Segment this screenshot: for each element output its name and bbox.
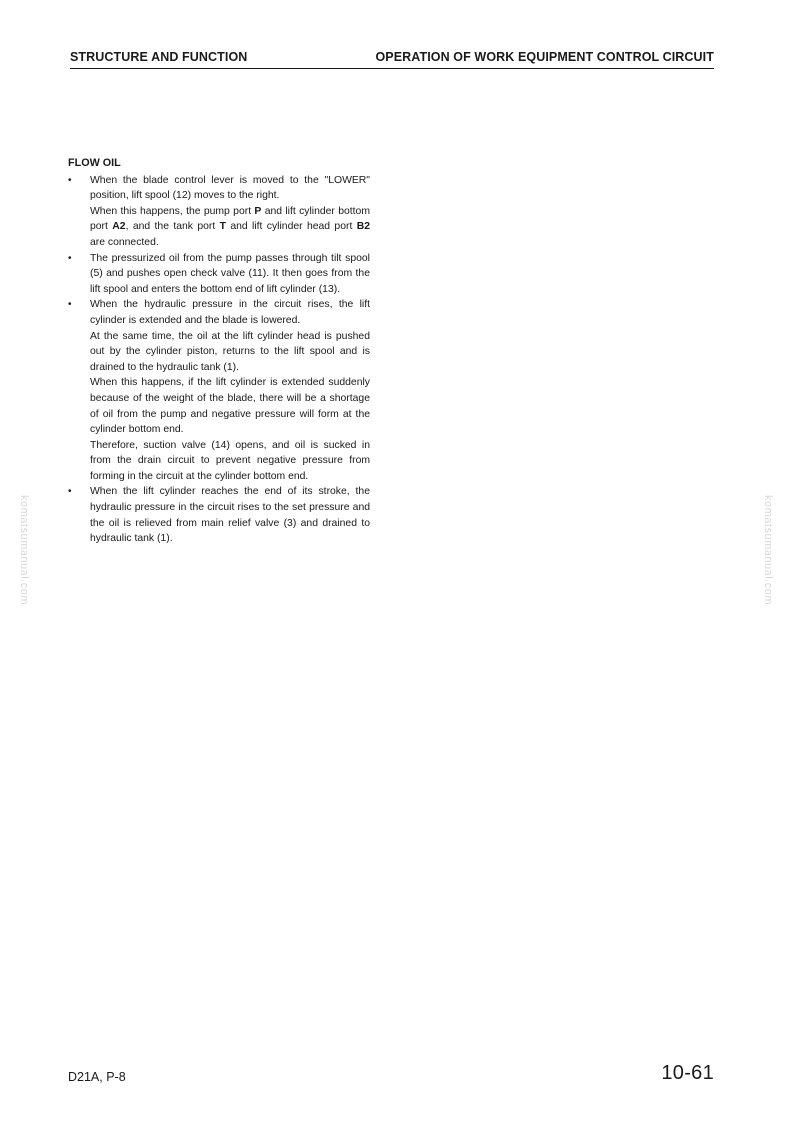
bullet-icon: • bbox=[68, 252, 72, 264]
paragraph: When this happens, if the lift cylinder is extended suddenly because of the weight of the blade, there will be a shortage of oil from the pump and negative pressure will form at the cylinder bottom end. bbox=[90, 377, 370, 436]
header-section-title: STRUCTURE AND FUNCTION bbox=[70, 50, 248, 64]
section-title: FLOW OIL bbox=[68, 157, 121, 169]
paragraph: At the same time, the oil at the lift cylinder head is pushed out by the cylinder piston, returns to the lift spool and is drained to the hydraulic tank (1). bbox=[90, 330, 370, 373]
header-chapter-title: OPERATION OF WORK EQUIPMENT CONTROL CIRCUIT bbox=[375, 50, 714, 64]
paragraph: When the hydraulic pressure in the circuit rises, the lift cylinder is extended and the blade is lowered. bbox=[90, 299, 370, 326]
paragraph: When the blade control lever is moved to the "LOWER" position, lift spool (12) moves to the right. bbox=[90, 174, 370, 202]
bullet-item-2 bbox=[68, 251, 370, 298]
paragraph: The pressurized oil from the pump passes through tilt spool (5) and pushes open check valve (11). It then goes from the lift spool and enters the bottom end of lift cylinder (13). bbox=[90, 252, 370, 295]
bullet-item-1 bbox=[68, 173, 370, 251]
paragraph-ports: When this happens, the pump port P and lift cylinder bottom port A2, and the tank port T and lift cylinder head port B2 are connected. bbox=[90, 205, 370, 248]
footer-page-number: 10-61 bbox=[661, 1062, 714, 1084]
paragraph: Therefore, suction valve (14) opens, and oil is sucked in from the drain circuit to prevent negative pressure from forming in the circuit at the cylinder bottom end. bbox=[90, 439, 370, 482]
footer-model: D21A, P-8 bbox=[68, 1070, 126, 1084]
bullet-item-3 bbox=[68, 297, 370, 484]
bullet-icon: • bbox=[68, 299, 72, 311]
page-header bbox=[70, 50, 714, 69]
bullet-icon: • bbox=[68, 486, 72, 498]
bullet-item-4 bbox=[68, 484, 370, 546]
main-content bbox=[68, 156, 370, 547]
bullet-icon: • bbox=[68, 174, 72, 186]
paragraph: When the lift cylinder reaches the end of its stroke, the hydraulic pressure in the circuit rises to the set pressure and the oil is relieved from main relief valve (3) and drained to hydraulic tank (1). bbox=[90, 486, 370, 545]
watermark-left: komatsumanual.com bbox=[18, 495, 30, 605]
watermark-right: komatsumanual.com bbox=[762, 495, 774, 605]
